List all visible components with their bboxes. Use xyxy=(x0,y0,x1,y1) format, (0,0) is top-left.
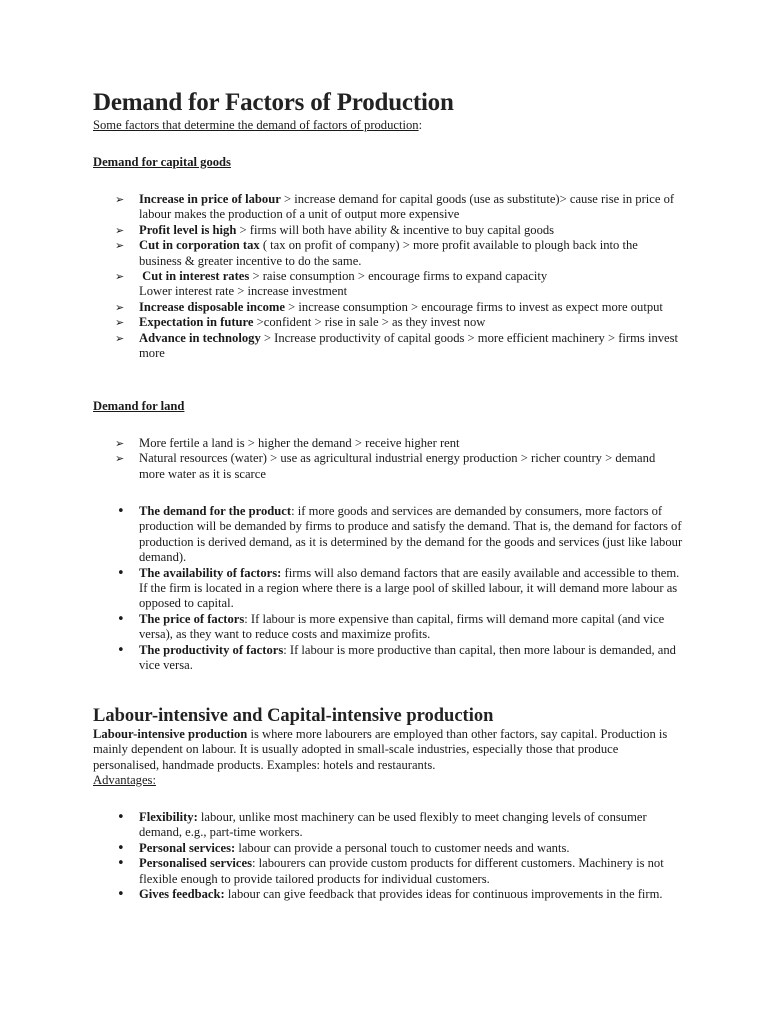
item-text: More fertile a land is > higher the demand > receive higher rent xyxy=(139,436,460,450)
land-heading: Demand for land xyxy=(93,399,185,413)
arrow-bullet-icon: ➢ xyxy=(115,437,125,450)
list-item xyxy=(93,887,683,902)
arrow-bullet-icon: ➢ xyxy=(115,193,125,206)
item-term: Increase in price of labour xyxy=(139,192,281,206)
item-term: Profit level is high xyxy=(139,222,237,237)
list-item xyxy=(93,451,683,482)
list-item xyxy=(93,856,683,887)
labour-section-heading: Labour-intensive and Capital-intensive production xyxy=(93,706,494,726)
item-term: The availability of factors: xyxy=(139,565,282,580)
item-text: > Increase productivity of capital goods > more efficient machinery > firms invest more xyxy=(139,330,679,361)
item-text: > increase demand for capital goods (use as substitute)> cause rise in price of labour makes the production of a unit of output more expensive xyxy=(139,192,675,222)
page-title: Demand for Factors of Production xyxy=(93,89,454,116)
item-term: Personal services: xyxy=(139,840,236,855)
intro-suffix: : xyxy=(418,118,423,132)
list-item xyxy=(93,331,683,362)
arrow-bullet-icon: ➢ xyxy=(115,300,125,314)
item-text: : If labour is more expensive than capital, firms will demand more capital (and vice versa), as they want to reduce costs and maximize profits. xyxy=(139,611,665,642)
item-text: > increase consumption > encourage firms to invest as expect more output xyxy=(285,299,663,314)
item-term: Expectation in future xyxy=(139,315,254,330)
list-item xyxy=(93,643,683,674)
item-text: >confident > rise in sale > as they invest now xyxy=(253,315,486,330)
item-extra-text: Lower interest rate > increase investment xyxy=(139,284,348,299)
advantages-label: Advantages: xyxy=(93,773,156,787)
item-text: : labourers can provide custom products for different customers. Machinery is not flexible enough to provide tailored products for individual customers. xyxy=(139,856,664,886)
item-text: labour can give feedback that provides ideas for continuous improvements in the firm. xyxy=(224,887,663,902)
arrow-bullet-icon: ➢ xyxy=(115,270,125,284)
capital-goods-list xyxy=(93,192,683,361)
list-item xyxy=(93,192,683,223)
bullet-dot-icon: • xyxy=(117,840,125,856)
labour-paragraph xyxy=(93,727,683,773)
list-item xyxy=(93,315,683,330)
item-term: Cut in interest rates xyxy=(139,269,250,284)
item-term: The price of factors xyxy=(139,611,245,626)
paragraph-text: is where more labourers are employed than other factors, say capital. Production is mainly dependent on labour. It is usually adopted in small-scale industries, especially those that produce personalised, handmade products. Examples: hotels and restaurants. xyxy=(93,727,668,772)
list-item xyxy=(93,223,683,238)
item-term: Cut in corporation tax xyxy=(139,238,260,253)
item-text: firms will also demand factors that are easily available and accessible to them. If the firm is located in a region where there is a large pool of skilled labour, it will demand more labour as opposed to capital. xyxy=(139,565,680,611)
list-item xyxy=(93,300,683,315)
land-list xyxy=(93,436,683,482)
item-term: The demand for the product xyxy=(139,504,292,518)
bullet-dot-icon: • xyxy=(117,887,125,903)
item-term: The productivity of factors xyxy=(139,642,284,657)
list-item xyxy=(93,566,683,612)
item-text: : If labour is more productive than capital, then more labour is demanded, and vice versa. xyxy=(139,642,676,673)
item-text: labour, unlike most machinery can be used flexibly to meet changing levels of consumer demand, e.g., part-time workers. xyxy=(139,810,647,840)
item-text: : if more goods and services are demanded by consumers, more factors of production will be demanded by firms to produce and satisfy the demand. That is, the demand for factors of production is derived demand, as it is determined by the demand for the goods and services (just like labour demand). xyxy=(139,504,683,565)
bullet-dot-icon: • xyxy=(117,611,125,627)
list-item xyxy=(93,269,683,300)
arrow-bullet-icon: ➢ xyxy=(115,316,125,330)
capital-goods-heading: Demand for capital goods xyxy=(93,155,231,169)
arrow-bullet-icon: ➢ xyxy=(115,331,125,345)
factors-list xyxy=(93,504,683,673)
list-item xyxy=(93,810,683,841)
advantages-list xyxy=(93,810,683,902)
list-item xyxy=(93,612,683,643)
list-item xyxy=(93,841,683,856)
bullet-dot-icon: • xyxy=(117,810,125,825)
list-item xyxy=(93,436,683,451)
bullet-dot-icon: • xyxy=(117,642,125,658)
item-term: Flexibility: xyxy=(139,810,198,824)
intro-text: Some factors that determine the demand of factors of production xyxy=(93,118,419,132)
item-text: > firms will both have ability & incentive to buy capital goods xyxy=(236,222,555,237)
bullet-dot-icon: • xyxy=(117,504,125,519)
bullet-dot-icon: • xyxy=(117,565,125,581)
arrow-bullet-icon: ➢ xyxy=(115,223,125,237)
bullet-dot-icon: • xyxy=(117,856,125,872)
item-term: Increase disposable income xyxy=(139,299,285,314)
item-text: Natural resources (water) > use as agricultural industrial energy production > richer country > demand more water as it is scarce xyxy=(139,451,656,481)
list-item xyxy=(93,238,683,269)
arrow-bullet-icon: ➢ xyxy=(115,239,125,253)
item-term: Advance in technology xyxy=(139,330,261,345)
intro-line xyxy=(93,118,422,133)
item-text: ( tax on profit of company) > more profit available to plough back into the business & greater incentive to do the same. xyxy=(139,238,638,268)
item-text: labour can provide a personal touch to customer needs and wants. xyxy=(235,840,570,855)
item-text: > raise consumption > encourage firms to expand capacity xyxy=(249,269,548,284)
list-item xyxy=(93,504,683,566)
arrow-bullet-icon: ➢ xyxy=(115,452,125,466)
item-term: Personalised services xyxy=(139,856,252,871)
paragraph-term: Labour-intensive production xyxy=(93,727,248,741)
item-term: Gives feedback: xyxy=(139,887,225,902)
